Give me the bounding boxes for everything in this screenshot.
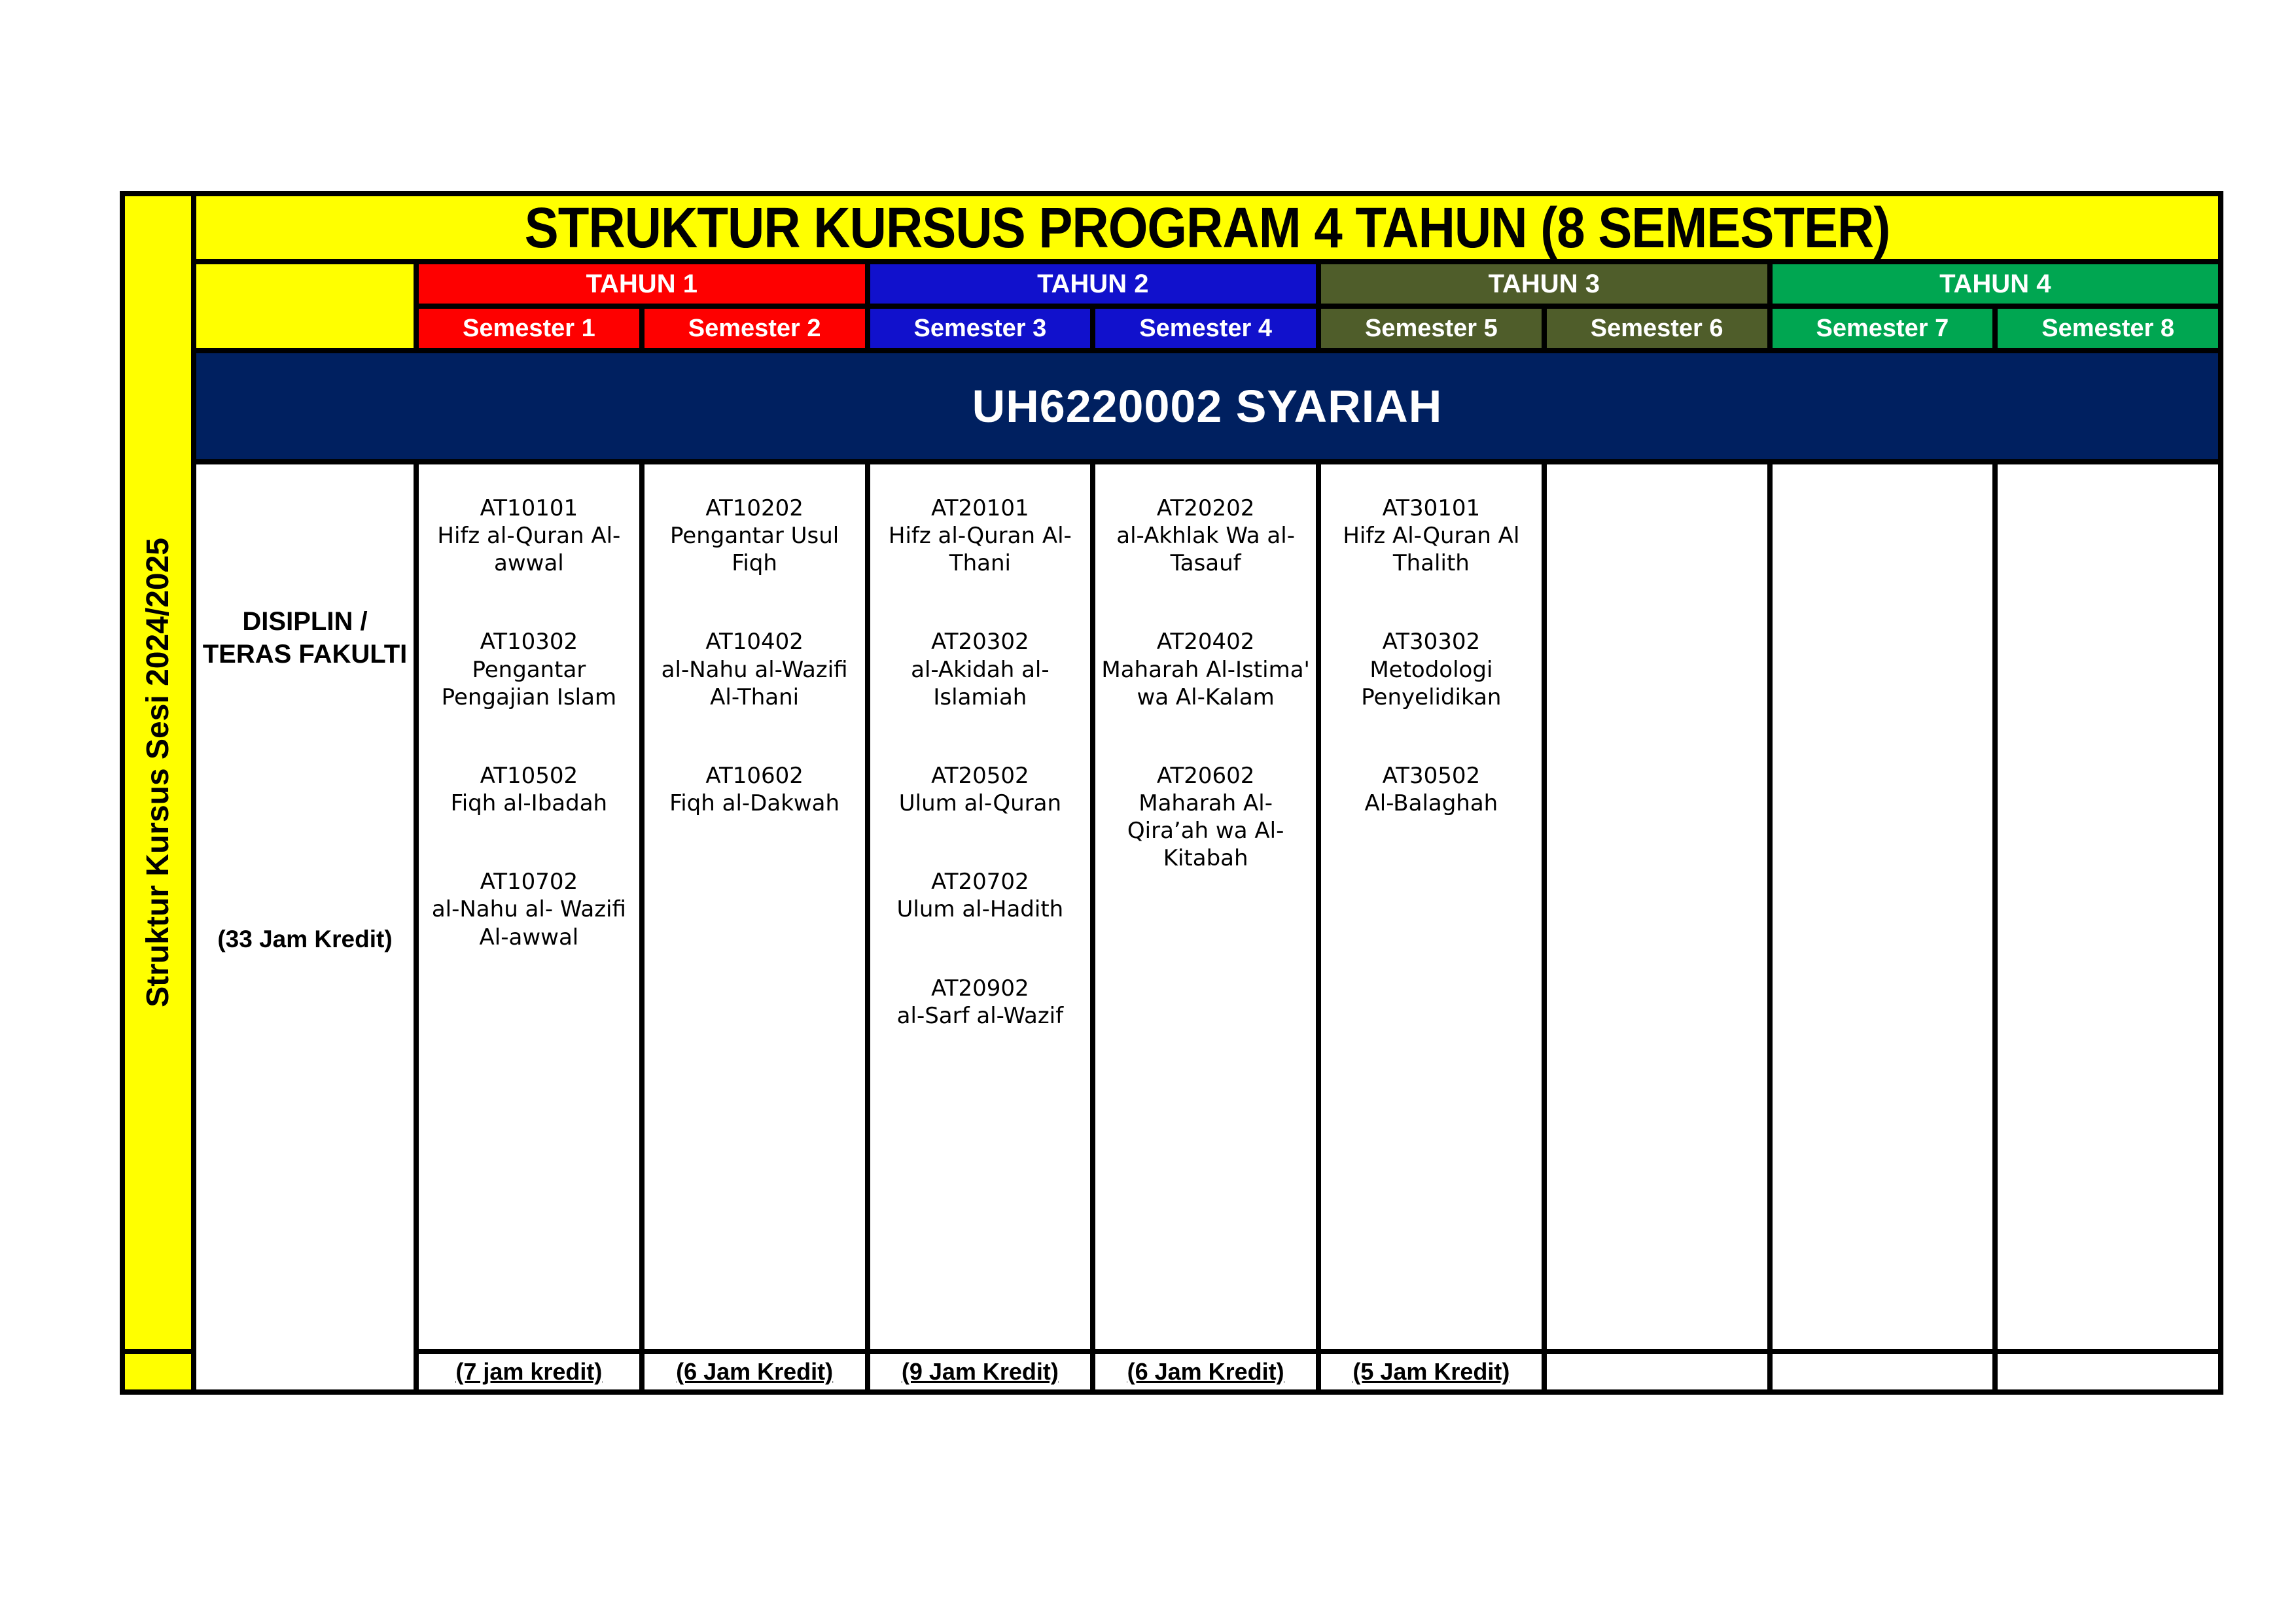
course-code: AT30502 [1382,762,1481,789]
year-header-tahun-2 [870,264,1316,304]
course-name: Ulum al-Quran [898,790,1062,817]
program-name: UH6220002 SYARIAH [972,381,1443,432]
course-name: al-Akidah al-Islamiah [911,656,1050,710]
header-corner-cell [196,264,414,348]
semester-2-courses [645,464,865,1349]
course-name: Hifz Al-Quran Al Thalith [1343,523,1520,577]
course-code: AT10402 [705,629,804,655]
semester-6-credit-cell [1547,1354,1767,1389]
table-title-cell [196,196,2218,259]
course-name: Hifz al-Quran Al-Thani [888,523,1072,577]
semester-credit: (9 Jam Kredit) [901,1358,1059,1385]
course-name: al-Sarf al-Wazif [896,1002,1064,1029]
course-code: AT30101 [1382,495,1481,521]
course-code: AT10101 [480,495,578,521]
semester-label: Semester 1 [462,314,595,342]
course [648,495,861,577]
course-structure-table [120,191,2223,1395]
course [423,762,635,817]
course [1099,628,1312,710]
course-code: AT20101 [931,495,1029,521]
semester-3-courses [870,464,1091,1349]
program-banner [196,353,2218,459]
year-label: TAHUN 2 [1037,269,1149,298]
course [874,762,1087,817]
semester-7-courses [1773,464,1993,1349]
semester-header-8 [1998,309,2218,348]
course-name: al-Nahu al-Wazifi Al-Thani [661,656,848,710]
semester-header-5 [1321,309,1542,348]
discipline-label [203,605,408,671]
semester-1-courses [419,464,639,1349]
semester-2-credit-cell [645,1354,865,1389]
course-name: al-Nahu al- Wazifi Al-awwal [431,896,626,951]
year-header-tahun-1 [419,264,865,304]
page-title: STRUKTUR KURSUS PROGRAM 4 TAHUN (8 SEMESTER) [524,196,1890,259]
course-name: Fiqh al-Dakwah [669,790,840,817]
course-code: AT20602 [1156,762,1255,789]
course-name: Pengantar Usul Fiqh [669,523,839,577]
discipline-line-1: DISIPLIN / [242,607,368,636]
semester-7-credit-cell [1773,1354,1993,1389]
semester-4-credit-cell [1095,1354,1316,1389]
semester-label: Semester 8 [2041,314,2175,342]
course-code: AT20302 [931,629,1029,655]
course-name: Pengantar Pengajian Islam [441,656,617,710]
semester-5-credit-cell [1321,1354,1542,1389]
session-sidebar-bottom-cell [125,1354,191,1389]
semester-6-courses [1547,464,1767,1349]
course [1325,495,1538,577]
semester-credit: (6 Jam Kredit) [676,1358,834,1385]
session-sidebar [125,196,191,1349]
course-code: AT20902 [931,975,1029,1002]
semester-header-3 [870,309,1091,348]
semester-header-2 [645,309,865,348]
session-label: Struktur Kursus Sesi 2024/2025 [141,538,175,1007]
course-name: Metodologi Penyelidikan [1361,656,1502,710]
discipline-line-2: TERAS FAKULTI [202,640,408,669]
course-code: AT20502 [931,762,1029,789]
course-code: AT30302 [1382,629,1481,655]
course [423,868,635,951]
semester-credit: (5 Jam Kredit) [1352,1358,1510,1385]
semester-label: Semester 5 [1364,314,1498,342]
year-label: TAHUN 3 [1488,269,1600,298]
course [1325,628,1538,710]
year-label: TAHUN 1 [586,269,698,298]
semester-label: Semester 7 [1816,314,1949,342]
course-code: AT20402 [1156,629,1255,655]
course-code: AT10602 [705,762,804,789]
semester-label: Semester 4 [1139,314,1273,342]
course-name: Hifz al-Quran Al-awwal [437,523,621,577]
course [648,762,861,817]
course-code: AT10202 [705,495,804,521]
year-header-tahun-3 [1321,264,1767,304]
course-name: Al-Balaghah [1364,790,1498,817]
course-name: al-Akhlak Wa al-Tasauf [1116,523,1295,577]
semester-4-courses [1095,464,1316,1349]
course-name: Maharah Al-Istima' wa Al-Kalam [1101,656,1310,710]
course [423,495,635,577]
course [1099,495,1312,577]
course [648,628,861,710]
course [874,495,1087,577]
course [874,975,1087,1030]
year-label: TAHUN 4 [1939,269,2051,298]
course [423,628,635,710]
course-name: Fiqh al-Ibadah [450,790,608,817]
semester-header-6 [1547,309,1767,348]
discipline-credit-total: (33 Jam Kredit) [217,926,393,952]
course [1099,762,1312,873]
course [1325,762,1538,817]
semester-1-credit-cell [419,1354,639,1389]
course-name: Maharah Al-Qira’ah wa Al-Kitabah [1127,790,1284,872]
course-code: AT10502 [480,762,578,789]
year-header-tahun-4 [1773,264,2219,304]
course-name: Ulum al-Hadith [896,896,1064,923]
course-code: AT20702 [931,869,1029,896]
semester-label: Semester 2 [688,314,821,342]
semester-header-1 [419,309,639,348]
semester-label: Semester 6 [1590,314,1723,342]
semester-header-7 [1773,309,1993,348]
course-code: AT20202 [1156,495,1255,521]
course [874,628,1087,710]
semester-credit: (7 jam kredit) [455,1358,603,1385]
semester-header-4 [1095,309,1316,348]
course-code: AT10302 [480,629,578,655]
semester-3-credit-cell [870,1354,1091,1389]
course-code: AT10702 [480,869,578,896]
discipline-column [196,464,414,1389]
semester-8-credit-cell [1998,1354,2218,1389]
semester-8-courses [1998,464,2218,1349]
semester-credit: (6 Jam Kredit) [1127,1358,1284,1385]
course [874,868,1087,923]
semester-label: Semester 3 [913,314,1047,342]
semester-5-courses [1321,464,1542,1349]
